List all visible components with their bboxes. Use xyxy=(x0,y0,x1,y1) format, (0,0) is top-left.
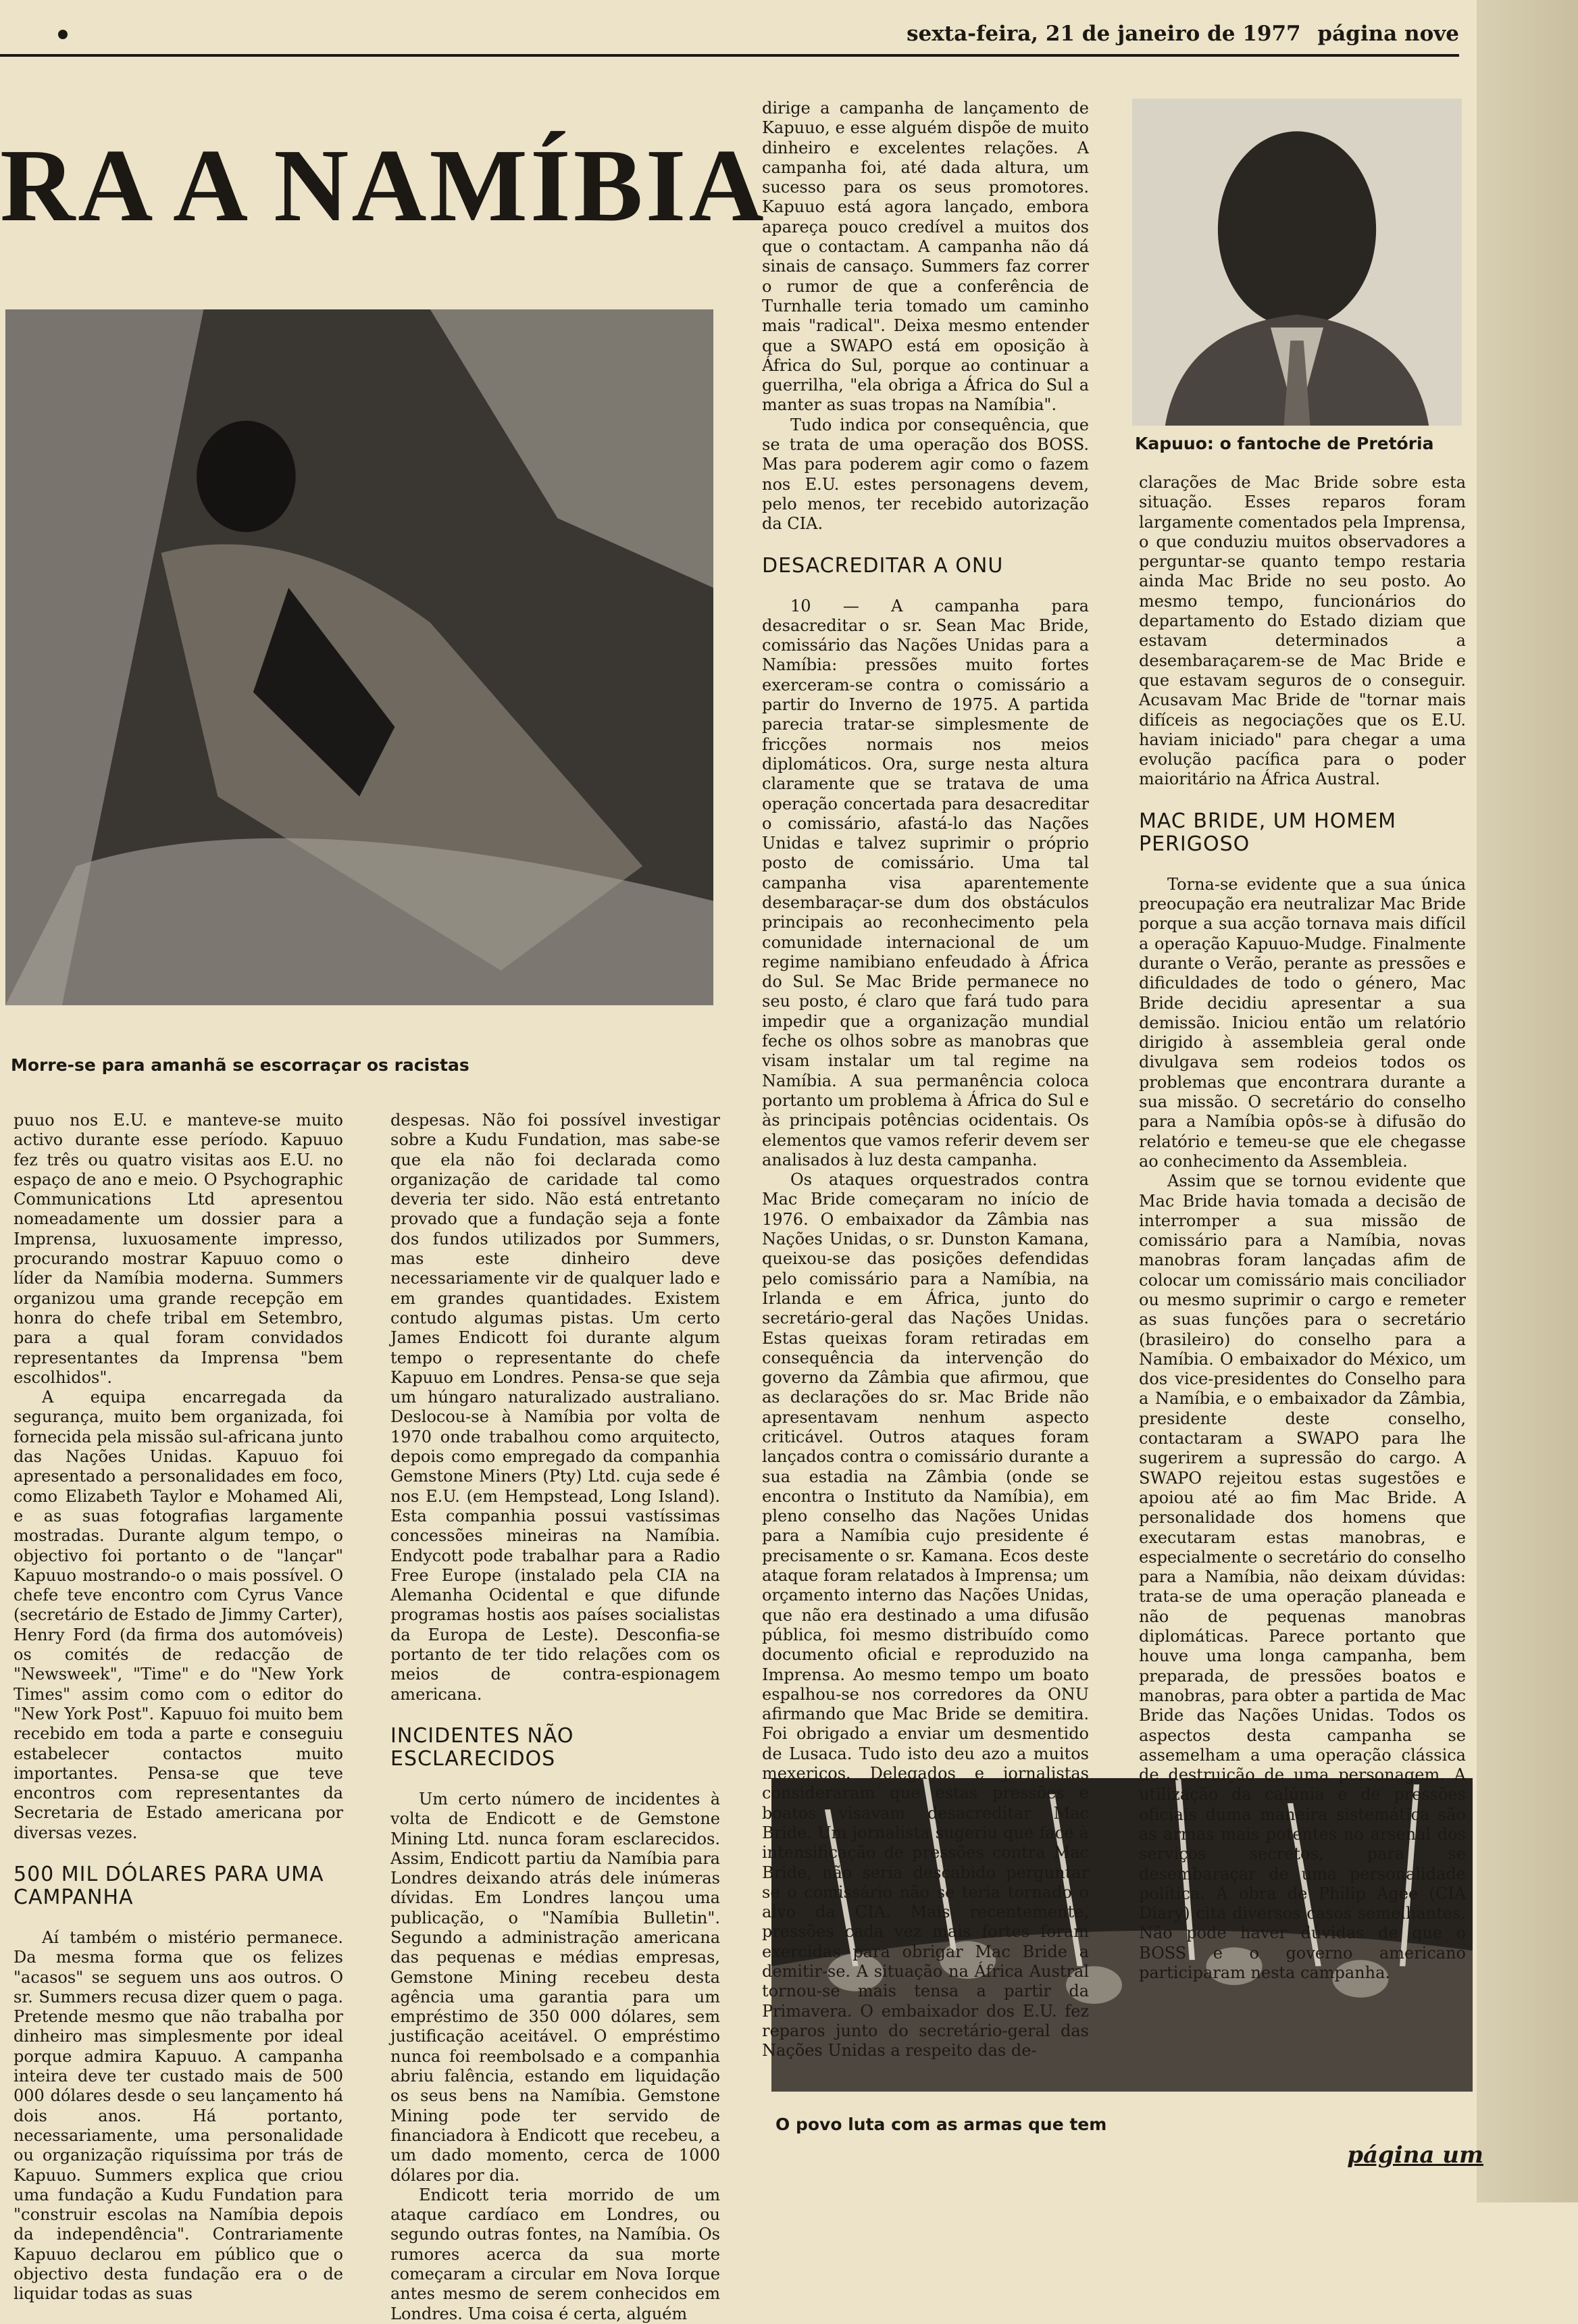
article-column-2 xyxy=(390,1111,720,2323)
col1-paragraph-3: Aí também o mistério permanece. Da mesma forma que os felizes "acasos" se seguem uns aos outros. O sr. Summers recusa dizer quem o paga. Pretende mesmo que não trabalha por dinheiro mas simplesmente por ideal porque admira Kapuuo. A campanha inteira deve ter custado mais de 500 000 dólares desde o seu lançamento há dois anos. Há portanto, necessariamente, uma personalidade ou organização riquíssima por trás de Kapuuo. Summers explica que criou uma fundação a Kudu Fundation para "construir escolas na Namíbia depois da independência". Contrariamente Kapuuo declarou em público que o objectivo desta fundação era o de liquidar todas as suas xyxy=(14,1927,343,2304)
col2-paragraph-2: Um certo número de incidentes à volta de Endicott e de Gemstone Mining Ltd. nunca foram esclarecidos. Assim, Endicott partiu da Namíbia para Londres deixando atrás dele inúmeras dívidas. Em Londres lançou uma publicação, o "Namíbia Bulletin". Segundo a administração americana das pequenas e médias empresas, Gemstone Mining recebeu desta agência uma garantia para um empréstimo de 350 000 dólares, sem justificação aceitável. O empréstimo nunca foi reembolsado e a companhia abriu falência, estando em liquidação os seus bens na Namíbia. Gemstone Mining pode ter servido de financiadora à Endicott que recebeu, a um dado momento, cerca de 1000 dólares por dia. xyxy=(390,1789,720,2185)
col3-paragraph-4: Os ataques orquestrados contra Mac Bride começaram no início de 1976. O embaixador da Zâmbia nas Nações Unidas, o sr. Dunston Kamana, queixou-se das posições defendidas pelo comissário para a Namíbia, na Irlanda e em África, junto do secretário-geral das Nações Unidas. Estas queixas foram retiradas em consequência da intervenção do governo da Zâmbia que afirmou, que as declarações do sr. Mac Bride não apresentavam nenhum aspecto criticável. Outros ataques foram lançados contra o comissário durante a sua estadia na Zâmbia (onde se encontra o Instituto da Namíbia), em pleno conselho das Nações Unidas para a Namíbia cujo presidente é precisamente o sr. Kamana. Ecos deste ataque foram relatados à Imprensa; um orçamento interno das Nações Unidas, que não era destinado a uma difusão pública, foi mesmo distribuído como documento oficial e reproduzido na Imprensa. Ao mesmo tempo um boato espalhou-se nos corredores da ONU afirmando que Mac Bride se demitira. Foi obrigado a enviar um desmentido de Lusaca. Tudo isto deu azo a muitos mexericos. Delegados e jornalistas consideraram que estas pressões e boatos visavam desacreditar Mac Bride. Um jornalista sugeriu que face à intensificação de pressões contra Mac Bride, não seria descabido perguntar se o comissário não se teria tornado o alvo da CIA. Mais recentemente, pressões cada vez mais fortes foram exercidas para obrigar Mac Bride a demitir-se. A situação na África Austral tornou-se mais tensa a partir da Primavera. O embaixador dos E.U. fez reparos junto do secretário-geral das Nações Unidas a respeito das de- xyxy=(762,1170,1089,2061)
photo-caption-1: Morre-se para amanhã se escorraçar os racistas xyxy=(11,1055,469,1075)
col1-paragraph-2: A equipa encarregada da segurança, muito bem organizada, foi fornecida pela missão sul-africana junto das Nações Unidas. Kapuuo foi apresentado a personalidades em foco, como Elizabeth Taylor e Mohamed Ali, e as suas fotografias largamente mostradas. Durante algum tempo, o objectivo foi portanto o de "lançar" Kapuuo mostrando-o o mais possível. O chefe teve encontro com Cyrus Vance (secretário de Estado de Jimmy Carter), Henry Ford (da firma dos automóveis) os comités de redacção de "Newsweek", "Time" e do "New York Times" assim como com o editor do "New York Post". Kapuuo foi muito bem recebido em toda a parte e conseguiu estabelecer contactos muito importantes. Pensa-se que teve encontros com representantes da Secretaria de Estado americana por diversas vezes. xyxy=(14,1388,343,1842)
photo-kapuuo-portrait xyxy=(1132,99,1462,426)
headline: RA A NAMÍBIA xyxy=(0,128,767,243)
article-column-3 xyxy=(762,99,1089,2061)
photo-caption-3: O povo luta com as armas que tem xyxy=(775,2115,1107,2134)
registration-dot xyxy=(58,30,68,39)
article-column-4 xyxy=(1139,473,1466,1983)
col4-paragraph-3: Assim que se tornou evidente que Mac Bride havia tomada a decisão de interromper a sua missão de comissário para a Namíbia, novas manobras foram lançadas afim de colocar um comissário mais conciliador ou mesmo suprimir o cargo e remeter as suas funções para o secretário (brasileiro) do conselho para a Namíbia. O embaixador do México, um dos vice-presidentes do Conselho para a Namíbia, e o embaixador da Zâmbia, presidente deste conselho, contactaram a SWAPO para lhe sugerirem a supressão do cargo. A SWAPO rejeitou estas sugestões e apoiou até ao fim Mac Bride. A personalidade dos homens que executaram estas manobras, e especialmente o secretário do conselho para a Namíbia, não deixam dúvidas: trata-se de uma operação planeada e não de pequenas manobras diplomáticas. Parece portanto que houve uma longa campanha, bem preparada, de pressões boatos e manobras, para obter a partida de Mac Bride das Nações Unidas. Todos os aspectos desta campanha se assemelham a uma operação clássica de destruição de uma personagem. A utilização da calúnia e de pressões oficiais duma maneira sistemática são as armas mais potentes no arsenal dos serviços secretos, para se desembaraçar de uma personalidade política. A obra de Philip Agee (CIA Diary) cita diversos casos semelhantes. Não pode haver dúvidas de que o BOSS e o governo americano participaram nesta campanha. xyxy=(1139,1171,1466,1983)
subheading-incidentes: INCIDENTES NÃO ESCLARECIDOS xyxy=(390,1723,574,1771)
header-page-label: página nove xyxy=(1317,22,1459,46)
photo-fallen-man xyxy=(5,309,713,1005)
col2-paragraph-3: Endicott teria morrido de um ataque cardíaco em Londres, ou segundo outras fontes, na Namíbia. Os rumores acerca da sua morte começaram a circular em Nova Iorque antes mesmo de serem conhecidos em Londres. Uma coisa é certa, alguém xyxy=(390,2185,720,2323)
col4-paragraph-1: clarações de Mac Bride sobre esta situação. Esses reparos foram largamente comentados pela Imprensa, o que conduziu muitos observadores a perguntar-se quanto tempo restaria ainda Mac Bride no seu posto. Ao mesmo tempo, funcionários do departamento do Estado diziam que estavam determinados a desembaraçarem-se de Mac Bride e que estavam seguros de o conseguir. Acusavam Mac Bride de "tornar mais difíceis as negociações que os E.U. haviam iniciado" para chegar a uma evolução pacífica para o poder maioritário na África Austral. xyxy=(1139,473,1466,789)
subheading-mac-bride: MAC BRIDE, UM HOMEM PERIGOSO xyxy=(1139,809,1397,856)
page-edge xyxy=(1477,0,1578,2202)
col2-paragraph-1: despesas. Não foi possível investigar sobre a Kudu Fundation, mas sabe-se que ela não foi declarada como organização de caridade tal como deveria ter sido. Não está entretanto provado que a fundação seja a fonte dos fundos utilizados por Summers, mas este dinheiro deve necessariamente vir de qualquer lado e em grandes quantidades. Existem contudo algumas pistas. Um certo James Endicott foi durante algum tempo o representante do chefe Kapuuo em Londres. Pensa-se que seja um húngaro naturalizado australiano. Deslocou-se à Namíbia por volta de 1970 onde trabalhou como arquitecto, depois como empregado da companhia Gemstone Miners (Pty) Ltd. cuja sede é nos E.U. (em Hempstead, Long Island). Esta companhia possui vastíssimas concessões mineiras na Namíbia. Endycott pode trabalhar para a Radio Free Europe (instalado pela CIA na Alemanha Ocidental e que difunde programas hostis aos países socialistas da Europa de Leste). Desconfia-se portanto de ter tido relações com os meios de contra-espionagem americana. xyxy=(390,1111,720,1704)
col4-paragraph-2: Torna-se evidente que a sua única preocupação era neutralizar Mac Bride porque a sua acção tornava mais difícil a operação Kapuuo-Mudge. Finalmente durante o Verão, perante as pressões e dificuldades de todo o género, Mac Bride decidiu apresentar a sua demissão. Iniciou então um relatório dirigido à assembleia geral onde divulgava sem rodeios todos os problemas que encontrara durante a sua missão. O secretário do conselho para a Namíbia opôs-se à difusão do relatório e temeu-se que ele chegasse ao conhecimento da Assembleia. xyxy=(1139,874,1466,1171)
article-column-1 xyxy=(14,1111,343,2304)
photo-caption-2: Kapuuo: o fantoche de Pretória xyxy=(1135,434,1434,453)
col3-paragraph-2: Tudo indica por consequência, que se trata de uma operação dos BOSS. Mas para poderem agir como o fazem nos E.U. estes personagens devem, pelo menos, ter recebido autorização da CIA. xyxy=(762,415,1089,534)
subheading-desacreditar: DESACREDITAR A ONU xyxy=(762,553,1004,578)
col3-paragraph-3: 10 — A campanha para desacreditar o sr. Sean Mac Bride, comissário das Nações Unidas para a Namíbia: pressões muito fortes exerceram-se contra o comissário a partir do Inverno de 1975. A partida parecia tratar-se simplesmente de fricções normais nos meios diplomáticos. Ora, surge nesta altura claramente que se tratava de uma operação concertada para desacreditar o comissário, afastá-lo das Nações Unidas e talvez suprimir o próprio posto de comissário. Uma tal campanha visa aparentemente desembaraçar-se dum dos obstáculos principais ao reconhecimento pela comunidade internacional de um regime namibiano enfeudado à África do Sul. Se Mac Bride permanece no seu posto, é claro que fará tudo para impedir que a organização mundial feche os olhos sobre as manobras que visam instalar um tal regime na Namíbia. A sua permanência coloca portanto um problema à África do Sul e às principais potências ocidentais. Os elementos que vamos referir devem ser analisados à luz desta campanha. xyxy=(762,596,1089,1169)
header-date: sexta-feira, 21 de janeiro de 1977 xyxy=(907,22,1301,46)
col1-paragraph-1: puuo nos E.U. e manteve-se muito activo durante esse período. Kapuuo fez três ou quatro visitas aos E.U. no espaço de ano e meio. O Psychographic Communications Ltd apresentou nomeadamente um dossier para a Imprensa, luxuosamente impresso, procurando mostrar Kapuuo como o líder da Namíbia moderna. Summers organizou uma grande recepção em honra do chefe tribal em Setembro, para a qual foram convidados representantes da Imprensa "bem escolhidos". xyxy=(14,1111,343,1387)
page-header xyxy=(897,22,1459,46)
subheading-500-mil: 500 MIL DÓLARES PARA UMA CAMPANHA xyxy=(14,1862,324,1909)
footer-page-label: página um xyxy=(1347,2142,1483,2169)
col3-paragraph-1: dirige a campanha de lançamento de Kapuuo, e esse alguém dispõe de muito dinheiro e excelentes relações. A campanha foi, até dada altura, um sucesso para os seus promotores. Kapuuo está agora lançado, embora apareça pouco credível a muitos dos que o contactam. A campanha não dá sinais de cansaço. Summers faz correr o rumor de que a conferência de Turnhalle teria tomado um caminho mais "radical". Deixa mesmo entender que a SWAPO está em oposição à África do Sul, porque ao continuar a guerrilha, "ela obriga a África do Sul a manter as suas tropas na Namíbia". xyxy=(762,99,1089,415)
header-rule xyxy=(0,54,1459,57)
